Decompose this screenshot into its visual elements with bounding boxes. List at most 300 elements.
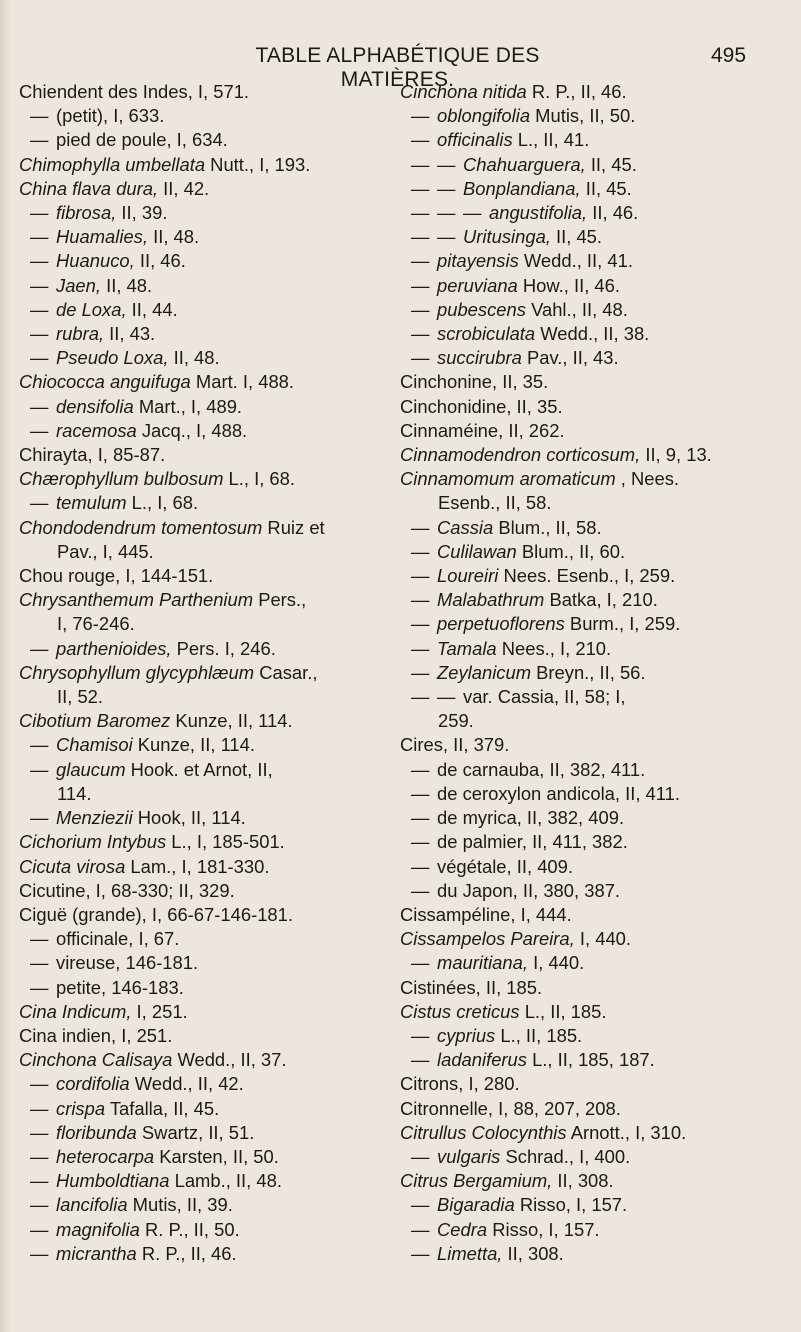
entry-reference: How., II, 46.: [517, 274, 620, 296]
index-entry: [19, 1072, 389, 1096]
index-entry: [400, 201, 765, 225]
ditto-dash: —: [437, 153, 456, 175]
entry-reference: II, 45.: [585, 153, 637, 175]
index-entry: [19, 128, 389, 152]
index-entry: [19, 709, 389, 733]
index-entry: [400, 903, 765, 927]
entry-reference: Tafalla, II, 45.: [105, 1097, 220, 1119]
ditto-dash: —: [411, 105, 430, 127]
ditto-dash: —: [411, 686, 430, 708]
entry-reference: R. P., II, 46.: [136, 1242, 237, 1264]
entry-reference: Ciguë (grande), I, 66-67-146-181.: [19, 903, 293, 925]
index-entry: [19, 782, 389, 806]
index-entry: [19, 661, 389, 685]
index-entry: [400, 733, 765, 757]
index-entry: [400, 1169, 765, 1193]
entry-reference: petite, 146-183.: [56, 976, 184, 998]
entry-reference: Pav., I, 445.: [57, 540, 154, 562]
entry-reference: Wedd., II, 37.: [172, 1049, 287, 1071]
entry-reference: Blum., II, 58.: [493, 516, 602, 538]
index-entry: [19, 298, 389, 322]
ditto-dash: —: [463, 202, 482, 224]
entry-term: Cicuta virosa: [19, 855, 126, 877]
index-entry: [400, 467, 765, 491]
entry-reference: I, 440.: [527, 952, 585, 974]
entry-reference: Batka, I, 210.: [544, 589, 658, 611]
index-entry: [400, 685, 765, 709]
entry-term: fibrosa,: [56, 202, 117, 224]
entry-reference: R. P., II, 46.: [526, 81, 627, 102]
entry-reference: Arnott., I, 310.: [566, 1121, 687, 1143]
entry-reference: vireuse, 146-181.: [56, 952, 199, 974]
entry-term: Chærophyllum bulbosum: [19, 468, 224, 490]
entry-reference: Blum., II, 60.: [516, 540, 626, 562]
index-entry: [400, 1193, 765, 1217]
entry-reference: Citronnelle, I, 88, 207, 208.: [400, 1097, 621, 1119]
index-entry: [19, 903, 389, 927]
index-entry: [19, 855, 389, 879]
entry-term: densifolia: [56, 395, 134, 417]
index-entry: [19, 491, 389, 515]
entry-reference: II, 48.: [101, 274, 153, 296]
entry-term: peruviana: [437, 274, 518, 296]
entry-reference: Risso, I, 157.: [487, 1218, 600, 1240]
entry-term: Huanuco,: [56, 250, 135, 272]
index-entry: [400, 588, 765, 612]
entry-reference: Cinnaméine, II, 262.: [400, 419, 565, 441]
ditto-dash: —: [30, 492, 49, 514]
entry-reference: , Nees.: [615, 468, 680, 490]
entry-reference: Cina indien, I, 251.: [19, 1024, 173, 1046]
ditto-dash: —: [411, 589, 430, 611]
entry-term: vulgaris: [437, 1145, 501, 1167]
entry-reference: de myrica, II, 382, 409.: [437, 807, 625, 829]
entry-reference: Chirayta, I, 85-87.: [19, 444, 166, 466]
index-entry: [19, 467, 389, 491]
ditto-dash: —: [411, 298, 430, 320]
index-entry: [400, 153, 765, 177]
index-entry: [400, 1097, 765, 1121]
entry-term: Chimophylla umbellata: [19, 153, 206, 175]
ditto-dash: —: [30, 1218, 49, 1240]
entry-term: Uritusinga,: [463, 226, 551, 248]
entry-reference: 114.: [57, 782, 92, 804]
ditto-dash: —: [30, 952, 49, 974]
index-entry: [19, 1242, 389, 1266]
entry-term: Pseudo Loxa,: [56, 347, 169, 369]
entry-term: rubra,: [56, 323, 105, 345]
index-entry: [19, 249, 389, 273]
ditto-dash: —: [411, 129, 430, 151]
entry-reference: Pav., II, 43.: [521, 347, 619, 369]
index-entry: [19, 1218, 389, 1242]
entry-reference: II, 308.: [552, 1170, 614, 1192]
entry-reference: Nutt., I, 193.: [205, 153, 311, 175]
entry-term: Culilawan: [437, 540, 517, 562]
entry-reference: Vahl., II, 48.: [525, 298, 628, 320]
index-entry: [19, 685, 389, 709]
entry-term: glaucum: [56, 758, 126, 780]
entry-reference: Citrons, I, 280.: [400, 1073, 520, 1095]
index-entry: [19, 80, 389, 104]
index-entry: [400, 976, 765, 1000]
ditto-dash: —: [30, 1097, 49, 1119]
entry-term: officinalis: [437, 129, 513, 151]
entry-reference: II, 43.: [104, 323, 156, 345]
ditto-dash: —: [411, 661, 430, 683]
ditto-dash: —: [30, 1242, 49, 1264]
index-entry: [19, 1169, 389, 1193]
index-entry: [400, 830, 765, 854]
index-entry: [400, 806, 765, 830]
entry-reference: var. Cassia, II, 58; I,: [463, 686, 626, 708]
entry-term: Cissampelos Pareira,: [400, 928, 575, 950]
entry-reference: II, 308.: [502, 1242, 564, 1264]
entry-reference: Karsten, II, 50.: [154, 1145, 279, 1167]
index-entry: [400, 370, 765, 394]
entry-reference: Burm., I, 259.: [564, 613, 681, 635]
entry-term: Cassia: [437, 516, 494, 538]
ditto-dash: —: [411, 250, 430, 272]
index-column-right: [400, 80, 765, 1266]
entry-term: succirubra: [437, 347, 522, 369]
index-entry: [19, 733, 389, 757]
ditto-dash: —: [411, 1024, 430, 1046]
entry-term: mauritiana,: [437, 952, 528, 974]
entry-term: Bigaradia: [437, 1194, 515, 1216]
ditto-dash: —: [411, 613, 430, 635]
entry-reference: Nees., I, 210.: [496, 637, 612, 659]
index-entry: [19, 1024, 389, 1048]
index-entry: [19, 177, 389, 201]
entry-term: Humboldtiana: [56, 1170, 170, 1192]
entry-reference: II, 48.: [168, 347, 220, 369]
ditto-dash: —: [411, 855, 430, 877]
index-entry: [400, 274, 765, 298]
entry-reference: végétale, II, 409.: [437, 855, 573, 877]
ditto-dash: —: [411, 323, 430, 345]
entry-reference: L., I, 68.: [223, 468, 295, 490]
index-entry: [400, 104, 765, 128]
ditto-dash: —: [411, 177, 430, 199]
index-entry: [19, 1121, 389, 1145]
entry-reference: Hook, II, 114.: [132, 807, 246, 829]
entry-reference: I, 76-246.: [57, 613, 135, 635]
entry-reference: officinale, I, 67.: [56, 928, 180, 950]
entry-term: Cina Indicum,: [19, 1000, 132, 1022]
entry-term: lancifolia: [56, 1194, 128, 1216]
ditto-dash: —: [30, 202, 49, 224]
index-entry: [19, 1193, 389, 1217]
entry-reference: Jacq., I, 488.: [136, 419, 248, 441]
entry-reference: de carnauba, II, 382, 411.: [437, 758, 646, 780]
entry-reference: Cinchonidine, II, 35.: [400, 395, 563, 417]
entry-term: parthenioides,: [56, 637, 172, 659]
ditto-dash: —: [411, 1049, 430, 1071]
entry-reference: Wedd., II, 38.: [535, 323, 650, 345]
index-entry: [19, 225, 389, 249]
entry-reference: 259.: [438, 710, 474, 732]
entry-term: pitayensis: [437, 250, 519, 272]
index-entry: [19, 637, 389, 661]
ditto-dash: —: [30, 226, 49, 248]
entry-term: Menziezii: [56, 807, 133, 829]
entry-reference: Cinchonine, II, 35.: [400, 371, 549, 393]
entry-reference: Mutis, II, 50.: [530, 105, 636, 127]
entry-reference: II, 48.: [148, 226, 200, 248]
ditto-dash: —: [411, 1218, 430, 1240]
entry-reference: II, 44.: [126, 298, 178, 320]
entry-term: Chiococca anguifuga: [19, 371, 191, 393]
index-entry: [400, 1121, 765, 1145]
entry-reference: Mart. I, 488.: [190, 371, 295, 393]
entry-reference: Ruiz et: [262, 516, 325, 538]
index-entry: [400, 249, 765, 273]
entry-reference: L., II, 185, 187.: [526, 1049, 655, 1071]
entry-reference: Pers.,: [253, 589, 307, 611]
ditto-dash: —: [30, 1073, 49, 1095]
index-entry: [400, 612, 765, 636]
ditto-dash: —: [437, 686, 456, 708]
entry-reference: II, 39.: [116, 202, 168, 224]
ditto-dash: —: [30, 1194, 49, 1216]
entry-term: floribunda: [56, 1121, 137, 1143]
entry-reference: Cissampéline, I, 444.: [400, 903, 572, 925]
index-entry: [400, 128, 765, 152]
entry-reference: L., II, 185.: [495, 1024, 583, 1046]
ditto-dash: —: [411, 1194, 430, 1216]
entry-term: heterocarpa: [56, 1145, 155, 1167]
entry-reference: Cicutine, I, 68-330; II, 329.: [19, 879, 235, 901]
index-entry: [19, 153, 389, 177]
entry-term: angustifolia,: [489, 202, 588, 224]
ditto-dash: —: [411, 807, 430, 829]
ditto-dash: —: [411, 565, 430, 587]
index-entry: [19, 564, 389, 588]
entry-term: ladaniferus: [437, 1049, 527, 1071]
entry-reference: Mutis, II, 39.: [127, 1194, 233, 1216]
entry-reference: II, 46.: [587, 202, 639, 224]
index-entry: [19, 1000, 389, 1024]
entry-reference: L., II, 185.: [519, 1000, 607, 1022]
entry-reference: II, 46.: [134, 250, 186, 272]
index-entry: [400, 540, 765, 564]
index-entry: [19, 1097, 389, 1121]
entry-term: oblongifolia: [437, 105, 531, 127]
entry-term: Chrysanthemum Parthenium: [19, 589, 254, 611]
entry-term: magnifolia: [56, 1218, 140, 1240]
ditto-dash: —: [30, 419, 49, 441]
ditto-dash: —: [411, 347, 430, 369]
index-entry: [400, 322, 765, 346]
entry-reference: I, 440.: [574, 928, 632, 950]
entry-reference: L., II, 41.: [512, 129, 590, 151]
index-entry: [19, 516, 389, 540]
entry-term: Cinchona nitida: [400, 81, 527, 102]
entry-term: Cinnamodendron corticosum,: [400, 444, 641, 466]
index-entry: [400, 346, 765, 370]
ditto-dash: —: [30, 298, 49, 320]
index-entry: [400, 637, 765, 661]
ditto-dash: —: [411, 952, 430, 974]
entry-reference: du Japon, II, 380, 387.: [437, 879, 621, 901]
ditto-dash: —: [30, 129, 49, 151]
entry-reference: Swartz, II, 51.: [136, 1121, 255, 1143]
entry-reference: de ceroxylon andicola, II, 411.: [437, 782, 680, 804]
entry-reference: R. P., II, 50.: [139, 1218, 240, 1240]
entry-reference: Lam., I, 181-330.: [125, 855, 270, 877]
entry-reference: L., I, 185-501.: [166, 831, 285, 853]
ditto-dash: —: [30, 1145, 49, 1167]
ditto-dash: —: [411, 1145, 430, 1167]
entry-reference: Kunze, II, 114.: [132, 734, 255, 756]
index-entry: [400, 491, 765, 515]
ditto-dash: —: [411, 637, 430, 659]
entry-term: Cichorium Intybus: [19, 831, 167, 853]
entry-reference: Cires, II, 379.: [400, 734, 510, 756]
index-entry: [400, 564, 765, 588]
entry-reference: Cistinées, II, 185.: [400, 976, 543, 998]
entry-term: de Loxa,: [56, 298, 127, 320]
entry-reference: Mart., I, 489.: [133, 395, 243, 417]
ditto-dash: —: [411, 831, 430, 853]
index-entry: [400, 879, 765, 903]
index-entry: [400, 1145, 765, 1169]
entry-reference: I, 251.: [131, 1000, 188, 1022]
entry-term: Cistus creticus: [400, 1000, 520, 1022]
index-entry: [400, 1242, 765, 1266]
entry-term: crispa: [56, 1097, 106, 1119]
ditto-dash: —: [437, 202, 456, 224]
entry-reference: Wedd., II, 42.: [129, 1073, 244, 1095]
index-entry: [400, 419, 765, 443]
index-entry: [19, 443, 389, 467]
entry-term: scrobiculata: [437, 323, 536, 345]
entry-reference: Breyn., II, 56.: [531, 661, 646, 683]
index-entry: [19, 758, 389, 782]
index-entry: [19, 201, 389, 225]
entry-reference: II, 45.: [580, 177, 632, 199]
ditto-dash: —: [411, 226, 430, 248]
ditto-dash: —: [411, 274, 430, 296]
ditto-dash: —: [411, 202, 430, 224]
index-entry: [19, 588, 389, 612]
ditto-dash: —: [411, 782, 430, 804]
entry-term: Cibotium Baromez: [19, 710, 171, 732]
index-entry: [19, 806, 389, 830]
index-entry: [400, 709, 765, 733]
index-entry: [400, 1000, 765, 1024]
index-entry: [19, 1048, 389, 1072]
entry-reference: (petit), I, 633.: [56, 105, 165, 127]
entry-reference: pied de poule, I, 634.: [56, 129, 228, 151]
index-entry: [400, 1048, 765, 1072]
entry-reference: II, 45.: [550, 226, 603, 248]
index-entry: [19, 104, 389, 128]
ditto-dash: —: [30, 250, 49, 272]
ditto-dash: —: [30, 1121, 49, 1143]
index-entry: [400, 782, 765, 806]
entry-term: perpetuoflorens: [437, 613, 565, 635]
entry-term: Jaen,: [56, 274, 101, 296]
entry-term: China flava dura,: [19, 177, 159, 199]
ditto-dash: —: [411, 1242, 430, 1264]
index-entry: [400, 443, 765, 467]
ditto-dash: —: [30, 758, 49, 780]
page-number: 495: [711, 44, 747, 67]
entry-reference: Chiendent des Indes, I, 571.: [19, 81, 250, 102]
index-entry: [400, 951, 765, 975]
entry-term: Cinchona Calisaya: [19, 1049, 173, 1071]
running-head: TABLE ALPHABÉTIQUE DES MATIÈRES.: [255, 44, 540, 91]
index-entry: [400, 1218, 765, 1242]
entry-reference: II, 42.: [158, 177, 210, 199]
ditto-dash: —: [411, 758, 430, 780]
index-entry: [19, 540, 389, 564]
entry-reference: Esenb., II, 58.: [438, 492, 552, 514]
ditto-dash: —: [411, 516, 430, 538]
index-entry: [19, 274, 389, 298]
index-column-left: [19, 80, 389, 1266]
entry-term: Cedra: [437, 1218, 488, 1240]
entry-term: Limetta,: [437, 1242, 503, 1264]
entry-term: cordifolia: [56, 1073, 130, 1095]
ditto-dash: —: [437, 177, 456, 199]
entry-term: Chahuarguera,: [463, 153, 586, 175]
entry-term: Citrus Bergamium,: [400, 1170, 553, 1192]
entry-reference: Schrad., I, 400.: [500, 1145, 631, 1167]
index-entry: [400, 855, 765, 879]
ditto-dash: —: [30, 637, 49, 659]
index-entry: [19, 879, 389, 903]
ditto-dash: —: [30, 274, 49, 296]
index-entry: [19, 830, 389, 854]
entry-reference: Casar.,: [254, 661, 318, 683]
entry-reference: Nees. Esenb., I, 259.: [498, 565, 676, 587]
ditto-dash: —: [30, 395, 49, 417]
entry-term: Chamisoi: [56, 734, 133, 756]
entry-reference: Chou rouge, I, 144-151.: [19, 565, 214, 587]
index-entry: [19, 612, 389, 636]
entry-reference: II, 52.: [57, 686, 104, 708]
ditto-dash: —: [411, 153, 430, 175]
entry-term: Tamala: [437, 637, 497, 659]
entry-term: Bonplandiana,: [463, 177, 581, 199]
index-entry: [400, 1072, 765, 1096]
index-entry: [400, 1024, 765, 1048]
ditto-dash: —: [30, 1170, 49, 1192]
ditto-dash: —: [30, 976, 49, 998]
index-entry: [400, 661, 765, 685]
index-entry: [400, 225, 765, 249]
index-entry: [400, 516, 765, 540]
entry-term: pubescens: [437, 298, 526, 320]
index-entry: [19, 419, 389, 443]
index-entry: [400, 80, 765, 104]
entry-term: micrantha: [56, 1242, 137, 1264]
ditto-dash: —: [30, 347, 49, 369]
entry-reference: Pers. I, 246.: [171, 637, 276, 659]
entry-reference: Wedd., II, 41.: [518, 250, 633, 272]
entry-term: cyprius: [437, 1024, 496, 1046]
entry-term: Loureiri: [437, 565, 499, 587]
entry-reference: de palmier, II, 411, 382.: [437, 831, 628, 853]
entry-reference: Kunze, II, 114.: [170, 710, 293, 732]
entry-term: Chondodendrum tomentosum: [19, 516, 263, 538]
ditto-dash: —: [411, 879, 430, 901]
index-entry: [19, 976, 389, 1000]
entry-term: temulum: [56, 492, 127, 514]
